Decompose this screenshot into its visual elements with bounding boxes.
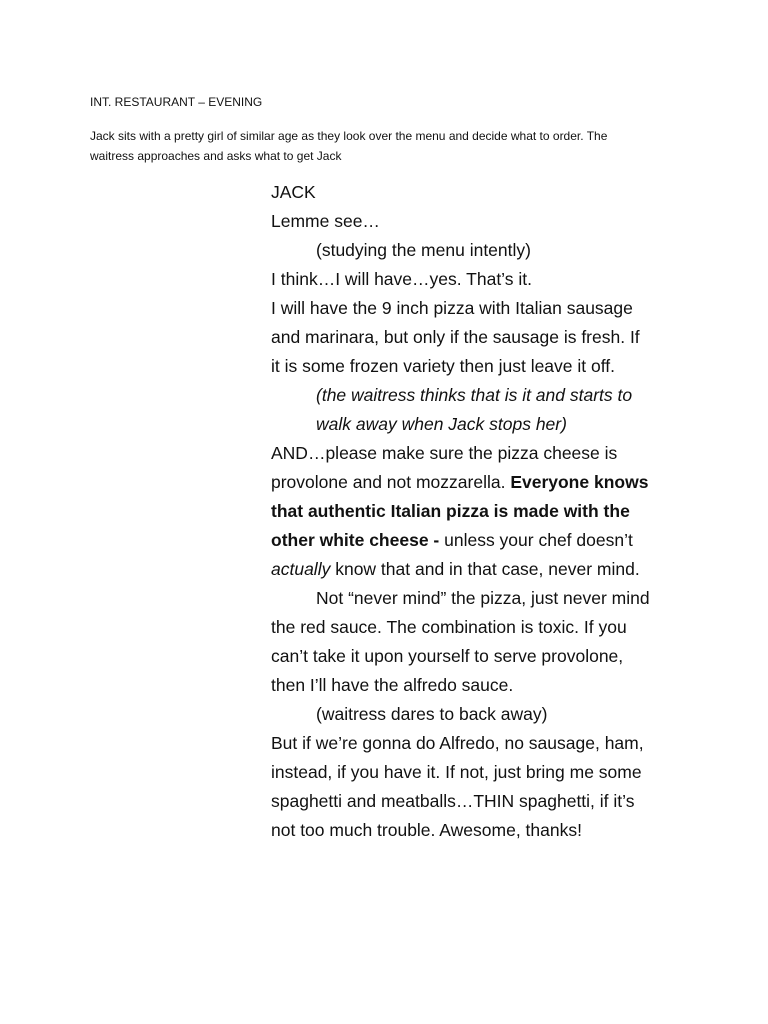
dialogue-line: spaghetti and meatballs…THIN spaghetti, if it’s bbox=[271, 791, 635, 811]
dialogue-line: instead, if you have it. If not, just bring me some bbox=[271, 762, 642, 782]
dialogue-block bbox=[271, 178, 751, 845]
action-line: waitress approaches and asks what to get Jack bbox=[90, 149, 342, 163]
dialogue-bold-text: other white cheese - bbox=[271, 530, 445, 550]
dialogue-text: unless your chef doesn’t bbox=[444, 530, 633, 550]
dialogue-text: know that and in that case, never mind. bbox=[330, 559, 640, 579]
parenthetical: (waitress dares to back away) bbox=[316, 704, 548, 724]
dialogue-line: I will have the 9 inch pizza with Italian sausage bbox=[271, 298, 633, 318]
parenthetical-italic: walk away when Jack stops her) bbox=[316, 414, 567, 434]
dialogue-line: But if we’re gonna do Alfredo, no sausage, ham, bbox=[271, 733, 644, 753]
dialogue-line: can’t take it upon yourself to serve provolone, bbox=[271, 646, 624, 666]
dialogue-line: I think…I will have…yes. That’s it. bbox=[271, 269, 532, 289]
dialogue-line: Not “never mind” the pizza, just never mind bbox=[316, 588, 650, 608]
dialogue-line: the red sauce. The combination is toxic. If you bbox=[271, 617, 627, 637]
dialogue-line: it is some frozen variety then just leave it off. bbox=[271, 356, 616, 376]
dialogue-line: then I’ll have the alfredo sauce. bbox=[271, 675, 514, 695]
dialogue-line: not too much trouble. Awesome, thanks! bbox=[271, 820, 582, 840]
character-name: JACK bbox=[271, 182, 316, 202]
dialogue-line bbox=[271, 555, 751, 584]
dialogue-line bbox=[271, 526, 751, 555]
dialogue-text: provolone and not mozzarella. bbox=[271, 472, 511, 492]
dialogue-italic-text: actually bbox=[271, 559, 331, 579]
parenthetical: (studying the menu intently) bbox=[316, 240, 531, 260]
parenthetical-italic: (the waitress thinks that is it and starts to bbox=[316, 385, 633, 405]
scene-heading: INT. RESTAURANT – EVENING bbox=[90, 95, 263, 109]
action-paragraph bbox=[90, 126, 690, 166]
dialogue-bold-line: that authentic Italian pizza is made with the bbox=[271, 501, 630, 521]
dialogue-line: Lemme see… bbox=[271, 211, 380, 231]
action-line: Jack sits with a pretty girl of similar age as they look over the menu and decide what to order. The bbox=[90, 129, 608, 143]
dialogue-line bbox=[271, 468, 751, 497]
dialogue-bold-text: Everyone knows bbox=[510, 472, 649, 492]
dialogue-line: and marinara, but only if the sausage is fresh. If bbox=[271, 327, 640, 347]
dialogue-line: AND…please make sure the pizza cheese is bbox=[271, 443, 618, 463]
